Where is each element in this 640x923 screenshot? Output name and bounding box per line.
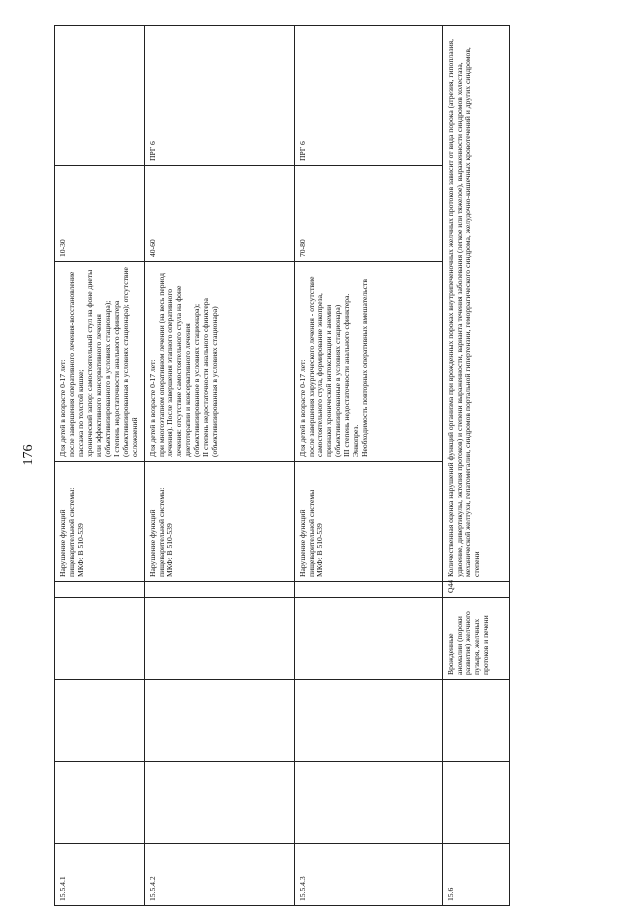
disability-criteria-table: [54, 25, 510, 906]
rotated-table-wrapper: [54, 26, 502, 906]
percentage: 10-30: [55, 166, 145, 262]
empty-cell: [144, 680, 294, 762]
icd-code: [294, 582, 442, 598]
row-number: 15.6: [442, 844, 509, 906]
empty-cell: [294, 762, 442, 844]
clinical-criteria: Для детей в возрасте 0-17 лет: при многоэтапном оперативном лечении (на весь период лечения). После завершения этапного оперативного лечения: отсутствие самостоятельного стула на фоне диетотерапии и консервативного лечения (объективизированное в условиях стационара); II степень недостаточности анального сфинктера (объективизированная в условиях стационара): [144, 262, 294, 462]
percentage: 70-80: [294, 166, 442, 262]
clinical-criteria: Для детей в возрасте 0-17 лет: после завершения хирургического лечения - отсутствие самостоятельного стула, формирование энкопреза, признаки хронической интоксикации и анемии (объективизированные в условиях стационара) III степень недостаточности анального сфинктера. Энкопрез. Необходимость повторных оперативных вмешательств: [294, 262, 442, 462]
disease-name: Врожденные аномалии (пороки развития) желчного пузыря, желчных протоков и печени: [442, 598, 509, 680]
empty-cell: [55, 762, 145, 844]
table-row: [442, 26, 509, 906]
prg-code: [55, 26, 145, 166]
icd-code: [144, 582, 294, 598]
prg-code: ПРГ 6: [294, 26, 442, 166]
disease-name: [144, 598, 294, 680]
row-number: 15.5.4.1: [55, 844, 145, 906]
empty-cell: [55, 680, 145, 762]
clinical-criteria: Для детей в возрасте 0-17 лет: после завершения оперативного лечения-восстановление пассажа по толстой кишке; хронический запор: самостоятельный стул на фоне диеты или эффективного консервативного лечения (объективизированного в условиях стационара); I степень недостаточности анального сфинктера (объективизированная в условиях стационара); отсутствие осложнений: [55, 262, 145, 462]
icd-code: [55, 582, 145, 598]
disease-name: [55, 598, 145, 680]
prg-code: ПРГ 6: [144, 26, 294, 166]
empty-cell: [144, 762, 294, 844]
table-row: [55, 26, 145, 906]
percentage: 40-60: [144, 166, 294, 262]
row-number: 15.5.4.2: [144, 844, 294, 906]
table-row: [294, 26, 442, 906]
empty-cell: [294, 680, 442, 762]
table-row: [144, 26, 294, 906]
page-number: 176: [21, 444, 36, 466]
row-number: 15.5.4.3: [294, 844, 442, 906]
function-disorder: Нарушение функций пищеварительной системы МКФ: B 510-539: [294, 462, 442, 582]
assessment-note: Количественная оценка нарушений функций организма при врожденных пороках внутрипеченочных желчных протоков зависит от вида порока (атрезия, гипоплазия, удвоение, дивертикулы, эктопия протоков) и степени выраженности, варианта течения заболевания (легкое или тяжелое), выраженности синдромов холестаза, механической желтухи, гепатомегалии, синдромов портальной гипертензии, геморрагического синдрома, желудочно-кишечных кровотечений и других синдромов, степени: [442, 26, 509, 582]
disease-name: [294, 598, 442, 680]
icd-code: Q44: [442, 582, 509, 598]
empty-cell: [442, 680, 509, 762]
empty-cell: [442, 762, 509, 844]
function-disorder: Нарушение функций пищеварительной системы: МКФ: B 510-539: [55, 462, 145, 582]
function-disorder: Нарушение функций пищеварительной системы: МКФ: B 510-539: [144, 462, 294, 582]
